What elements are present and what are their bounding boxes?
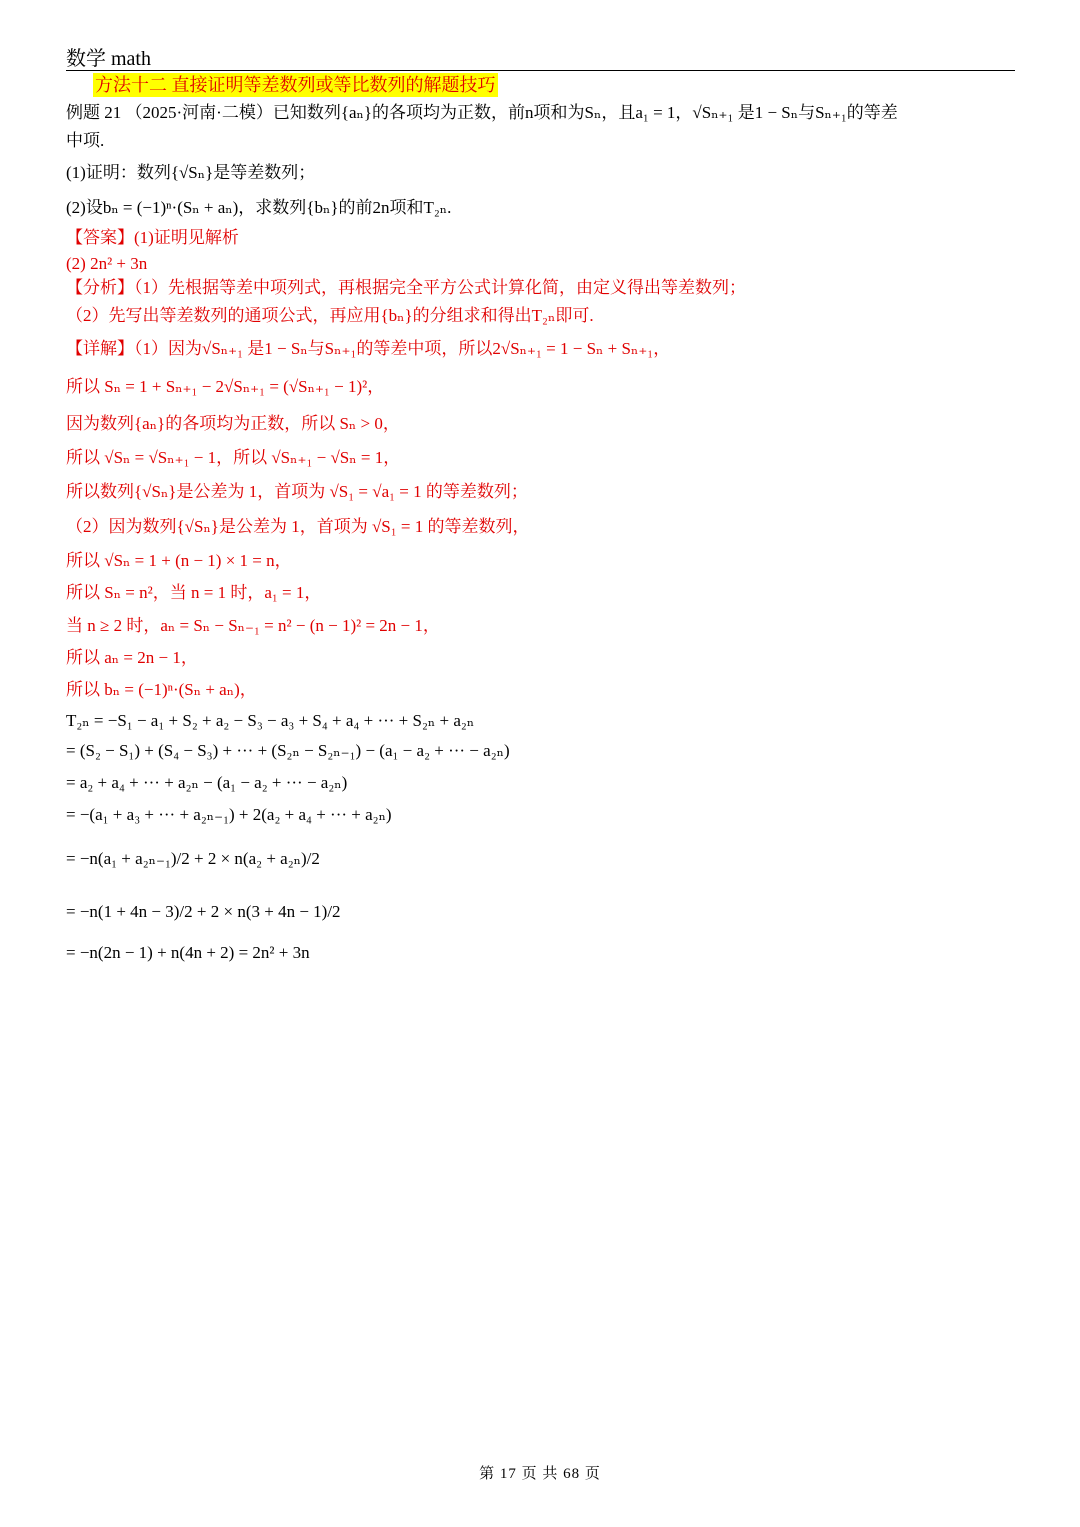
solution-line: 所以 Sₙ = 1 + Sₙ₊₁ − 2√Sₙ₊₁ = (√Sₙ₊₁ − 1)²， — [66, 377, 385, 396]
solution-line: = −n(a₁ + a₂ₙ₋₁)/2 + 2 × n(a₂ + a₂ₙ)/2 — [66, 849, 320, 868]
solution-line: = −n(2n − 1) + n(4n + 2) = 2n² + 3n — [66, 943, 310, 962]
solution-line: 所以 aₙ = 2n − 1， — [66, 648, 198, 667]
problem-line-2: 中项. — [66, 131, 105, 150]
header-title: 数学 math — [66, 48, 151, 70]
analysis-line-2: （2）先写出等差数列的通项公式，再应用{bₙ}的分组求和得出T₂ₙ即可. — [66, 306, 594, 325]
solution-line: 所以 Sₙ = n²，当 n = 1 时，a₁ = 1， — [66, 583, 322, 602]
solution-line: 因为数列{aₙ}的各项均为正数，所以 Sₙ > 0， — [66, 414, 400, 433]
solution-line: （2）因为数列{√Sₙ}是公差为 1，首项为 √S₁ = 1 的等差数列， — [66, 517, 530, 536]
problem-line-1: 例题 21 （2025·河南·二模）已知数列{aₙ}的各项均为正数，前n项和为Sₙ，且a₁ = 1，√Sₙ₊₁ 是1 − Sₙ与Sₙ₊₁的等差 — [66, 103, 898, 122]
problem-part-1: (1)证明：数列{√Sₙ}是等差数列； — [66, 163, 316, 182]
solution-line: 所以数列{√Sₙ}是公差为 1，首项为 √S₁ = √a₁ = 1 的等差数列； — [66, 482, 528, 501]
page-header — [66, 42, 1015, 71]
answer-line-2: (2) 2n² + 3n — [66, 254, 148, 273]
solution-line: 所以 √Sₙ = 1 + (n − 1) × 1 = n， — [66, 551, 292, 570]
problem-part-2: (2)设bₙ = (−1)ⁿ·(Sₙ + aₙ)，求数列{bₙ}的前2n项和T₂ₙ. — [66, 198, 452, 217]
solution-line: = (S₂ − S₁) + (S₄ − S₃) + ··· + (S₂ₙ − S₂ₙ₋₁) − (a₁ − a₂ + ··· − a₂ₙ) — [66, 741, 510, 760]
page-footer: 第 17 页 共 68 页 — [479, 1466, 601, 1482]
analysis-line-1: 【分析】（1）先根据等差中项列式，再根据完全平方公式计算化简，由定义得出等差数列； — [66, 278, 746, 297]
solution-line: 所以 bₙ = (−1)ⁿ·(Sₙ + aₙ)， — [66, 680, 257, 699]
solution-line: = −(a₁ + a₃ + ··· + a₂ₙ₋₁) + 2(a₂ + a₄ + ··· + a₂ₙ) — [66, 805, 392, 824]
solution-line: = a₂ + a₄ + ··· + a₂ₙ − (a₁ − a₂ + ··· − a₂ₙ) — [66, 773, 348, 792]
solution-line: 所以 √Sₙ = √Sₙ₊₁ − 1，所以 √Sₙ₊₁ − √Sₙ = 1， — [66, 448, 401, 467]
solution-line: T₂ₙ = −S₁ − a₁ + S₂ + a₂ − S₃ − a₃ + S₄ + a₄ + ··· + S₂ₙ + a₂ₙ — [66, 711, 475, 730]
solution-line: 【详解】（1）因为√Sₙ₊₁ 是1 − Sₙ与Sₙ₊₁的等差中项，所以2√Sₙ₊₁ = 1 − Sₙ + Sₙ₊₁， — [66, 339, 671, 358]
answer-line-1: 【答案】(1)证明见解析 — [66, 228, 239, 247]
solution-line: = −n(1 + 4n − 3)/2 + 2 × n(3 + 4n − 1)/2 — [66, 902, 341, 921]
solution-line: 当 n ≥ 2 时，aₙ = Sₙ − Sₙ₋₁ = n² − (n − 1)² = 2n − 1， — [66, 616, 440, 635]
section-title: 方法十二 直接证明等差数列或等比数列的解题技巧 — [95, 75, 496, 95]
